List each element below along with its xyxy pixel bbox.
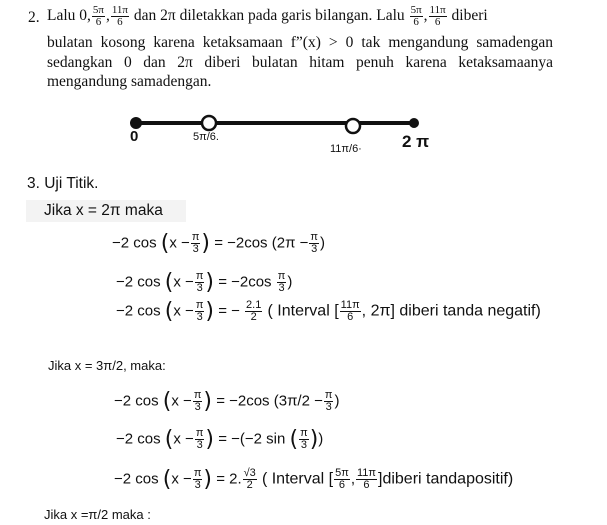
case2-label: Jika x = 3π/2, maka: bbox=[48, 358, 166, 373]
equation-row: −2 cos (x − $\frac{\pi}{3}$ ) = − $\frac{2.1}{2}$ ( Interval [ $\frac{11\pi}{6}$ , 2π] diberi tanda negatif) bbox=[116, 299, 541, 324]
fraction: $\frac{5\pi}{6}$ bbox=[410, 4, 422, 28]
fraction: $\frac{11\pi}{6}$ bbox=[429, 4, 446, 28]
equation-row: −2 cos (x − $\frac{\pi}{3}$ ) = −2cos $\frac{\pi}{3}$ ) bbox=[116, 270, 293, 295]
item2-number: 2. bbox=[28, 9, 40, 26]
item2-first-line: Lalu 0, $\frac{5\pi}{6}$ , $\frac{11\pi}{6}$ dan 2π diletakkan pada garis bilangan. Lalu $\frac{5\pi}{6}$ , $\frac{11\pi}{6}$ diberi bbox=[47, 4, 488, 28]
fraction: $\frac{11\pi}{6}$ bbox=[111, 4, 128, 28]
open-dot-11pi6 bbox=[346, 119, 360, 133]
case1-label: Jika x = 2π maka bbox=[44, 202, 163, 219]
fraction: $\frac{5\pi}{6}$ bbox=[92, 4, 104, 28]
label-5pi6: 5π/6. bbox=[193, 131, 219, 143]
item2-paragraph: bulatan kosong karena ketaksamaan f”(x) > 0 tak mengandung samadengan sedangkan 0 dan 2π diberi bulatan hitam penuh karena ketaksamaanya mengandung samadengan. bbox=[47, 34, 553, 90]
filled-dot-2pi bbox=[409, 118, 419, 128]
equation-row: −2 cos (x − $\frac{\pi}{3}$ ) = −2cos (2π − $\frac{\pi}{3}$ ) bbox=[112, 231, 325, 256]
equation-row: −2 cos (x − $\frac{\pi}{3}$ ) = −2cos (3π/2 − $\frac{\pi}{3}$ ) bbox=[114, 389, 340, 414]
label-11pi6: 11π/6· bbox=[330, 143, 362, 155]
open-dot-5pi6 bbox=[202, 116, 216, 130]
equation-row: −2 cos (x − $\frac{\pi}{3}$ ) = 2. $\frac{√3}{2}$ ( Interval [ $\frac{5\pi}{6}$ , $\frac{11\pi}{6}$ ]diberi tandapositif) bbox=[114, 467, 514, 492]
case3-label: Jika x =π/2 maka : bbox=[44, 507, 151, 522]
label-zero: 0 bbox=[130, 128, 139, 145]
number-line bbox=[0, 100, 607, 160]
item3-heading: 3. Uji Titik. bbox=[27, 175, 99, 192]
item2-text-b: dan 2π diletakkan pada garis bilangan. Lalu bbox=[133, 7, 405, 25]
equation-row: −2 cos (x − $\frac{\pi}{3}$ ) = −(−2 sin ( $\frac{\pi}{3}$ )) bbox=[116, 427, 324, 452]
label-2pi: 2 π bbox=[402, 132, 430, 151]
item2-text-a: Lalu 0, bbox=[47, 7, 91, 25]
item2-text-c: diberi bbox=[451, 7, 488, 25]
